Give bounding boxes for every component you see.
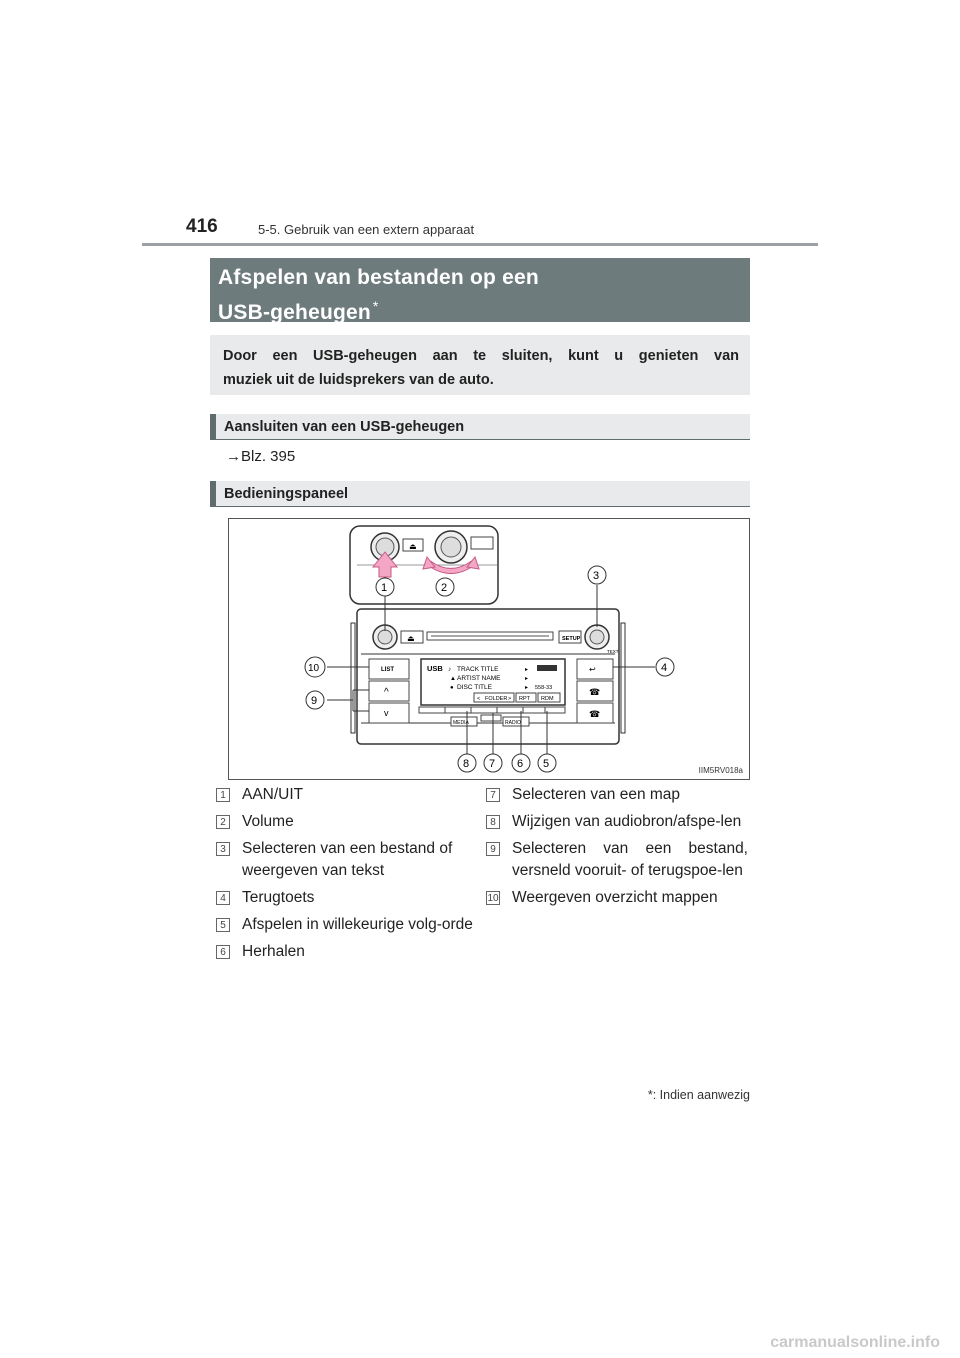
section-path: 5-5. Gebruik van een extern apparaat	[258, 222, 475, 237]
footnote: *: Indien aanwezig	[647, 1088, 750, 1102]
figure-code: IIM5RV018a	[698, 766, 743, 775]
control-panel-illustration	[229, 519, 749, 779]
svg-text:☎: ☎	[589, 709, 601, 719]
page-title	[210, 258, 750, 322]
optional-marker: *	[372, 298, 379, 314]
legend-item	[216, 887, 474, 909]
legend-text: Selecteren van een bestand, versneld vooruit- of terugspoe-len	[512, 840, 748, 879]
legend-number: 4	[216, 891, 230, 905]
legend-left	[216, 784, 474, 968]
legend-text: Weergeven overzicht mappen	[512, 889, 718, 906]
watermark: carmanualsonline.info	[770, 1334, 940, 1351]
svg-text:☎: ☎	[589, 687, 601, 697]
legend-item	[216, 838, 474, 882]
rdm-label: RDM	[541, 696, 554, 702]
track-title: TRACK TITLE	[457, 666, 499, 673]
callout-3	[588, 566, 606, 584]
svg-text:2: 2	[441, 582, 448, 594]
svg-text:●: ●	[450, 685, 454, 691]
svg-text:5: 5	[543, 758, 550, 770]
svg-text:♪: ♪	[448, 666, 452, 673]
legend-text: Terugtoets	[242, 889, 315, 906]
legend-number: 5	[216, 918, 230, 932]
legend-item	[216, 811, 474, 833]
intro-line-2: muziek uit de luidsprekers van de auto.	[223, 372, 494, 388]
radio-label: RADIO	[505, 720, 521, 726]
legend-text: Selecteren van een map	[512, 786, 681, 803]
svg-text:▸: ▸	[525, 667, 529, 673]
svg-text:⏏: ⏏	[407, 634, 415, 643]
subhead-connect: Aansluiten van een USB-geheugen	[210, 414, 750, 440]
legend-text: Volume	[242, 813, 294, 830]
seek-down-button	[369, 703, 409, 723]
legend-text: Afspelen in willekeurige volg-orde	[242, 916, 473, 933]
legend-text: Wijzigen van audiobron/afspe-len	[512, 813, 742, 830]
setup-label: SETUP	[562, 636, 581, 642]
callout-6	[512, 754, 530, 772]
svg-text:▸: ▸	[525, 676, 529, 682]
svg-text:▸: ▸	[525, 685, 529, 691]
legend-number: 6	[216, 945, 230, 959]
callout-5	[538, 754, 556, 772]
legend-text: Selecteren van een bestand of weergeven van tekst	[242, 840, 453, 879]
list-label: LIST	[381, 667, 394, 673]
intro-line-1: Door een USB-geheugen aan te sluiten, kunt u genieten van	[223, 348, 739, 364]
svg-text:^: ^	[384, 687, 389, 698]
rpt-label: RPT	[519, 696, 530, 702]
svg-text:⏏: ⏏	[409, 542, 417, 551]
legend-item	[486, 811, 748, 833]
intro-box	[210, 335, 750, 395]
legend-number: 1	[216, 788, 230, 802]
title-line-2: USB-geheugen	[218, 301, 371, 324]
time-readout: 558-33	[535, 685, 553, 691]
legend-number: 7	[486, 788, 500, 802]
legend-right	[486, 784, 748, 914]
artist-name: ARTIST NAME	[457, 675, 501, 682]
callout-10	[305, 657, 325, 677]
subhead-panel: Bedieningspaneel	[210, 481, 750, 507]
legend-number: 10	[487, 893, 499, 904]
svg-text:>: >	[508, 696, 512, 702]
page-reference-link[interactable]: →Blz. 395	[226, 448, 296, 465]
folder-label: FOLDER	[485, 696, 508, 702]
header-rule	[142, 243, 818, 246]
title-line-1: Afspelen van bestanden op een	[218, 266, 539, 289]
svg-text:↩: ↩	[589, 665, 596, 674]
legend-item	[216, 941, 474, 963]
legend-item	[486, 784, 748, 806]
legend-item	[486, 887, 748, 909]
text-label: TEXT	[607, 649, 619, 654]
disc-title: DISC TITLE	[457, 684, 492, 691]
svg-text:v: v	[384, 708, 389, 718]
svg-text:3: 3	[593, 570, 600, 582]
legend-number: 2	[216, 815, 230, 829]
legend-number: 9	[486, 842, 500, 856]
seek-up-button	[369, 681, 409, 701]
svg-text:6: 6	[517, 758, 524, 770]
svg-text:7: 7	[489, 758, 496, 770]
legend-number: 3	[216, 842, 230, 856]
svg-text:4: 4	[661, 662, 668, 674]
svg-text:▲: ▲	[450, 676, 456, 682]
callout-2	[436, 578, 454, 596]
legend-number: 8	[486, 815, 500, 829]
svg-text:1: 1	[381, 582, 388, 594]
legend-item	[216, 914, 474, 936]
callout-1	[376, 578, 394, 596]
svg-text:10: 10	[308, 663, 320, 674]
svg-text:<: <	[477, 696, 481, 702]
usb-label: USB	[427, 664, 443, 673]
legend-text: AAN/UIT	[242, 786, 304, 803]
legend-item	[486, 838, 748, 882]
callout-4	[656, 658, 674, 676]
media-label: MEDIA	[453, 720, 469, 726]
callout-8	[458, 754, 476, 772]
legend-text: Herhalen	[242, 943, 305, 960]
svg-text:8: 8	[463, 758, 470, 770]
svg-text:9: 9	[311, 695, 318, 707]
control-panel-figure	[228, 518, 750, 780]
callout-9	[306, 691, 324, 709]
callout-7	[484, 754, 502, 772]
page-number: 416	[186, 216, 218, 237]
legend-item	[216, 784, 474, 806]
